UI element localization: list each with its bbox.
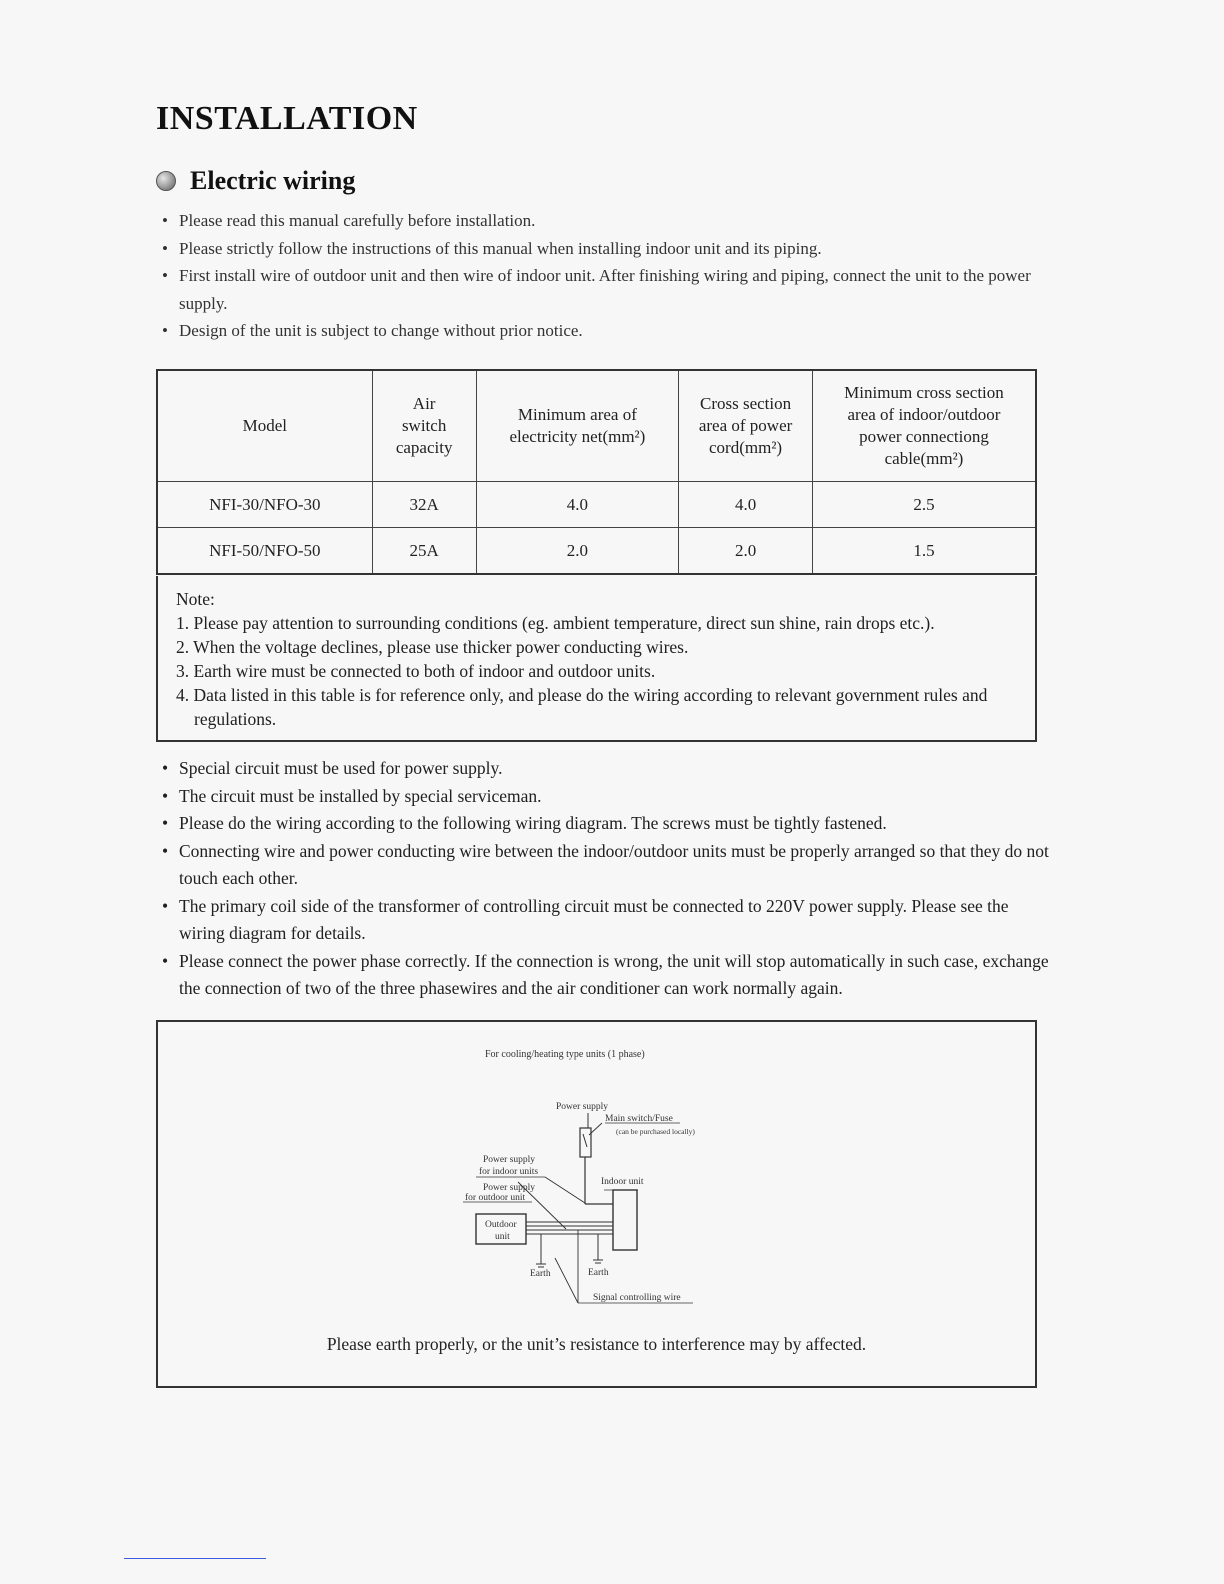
bullet-dot-icon: •: [162, 238, 168, 258]
signal-label: Signal controlling wire: [593, 1293, 681, 1303]
header-min-area: Minimum area of electricity net(mm²): [476, 370, 679, 482]
note-item: 2. When the voltage declines, please use thicker power conducting wires.: [176, 637, 689, 657]
table-header-row: [157, 370, 1036, 482]
list-item: • Design of the unit is subject to change without prior notice.: [160, 317, 1050, 345]
header-air-switch: Air switch capacity: [372, 370, 476, 482]
notes-heading: Note:: [176, 589, 215, 609]
switch-blade-icon: [583, 1134, 587, 1147]
list-item: • The circuit must be installed by special serviceman.: [160, 783, 1050, 811]
bullet-dot-icon: •: [162, 758, 169, 778]
page-title: INSTALLATION: [156, 100, 418, 137]
note-item: 3. Earth wire must be connected to both of indoor and outdoor units.: [176, 661, 656, 681]
table-cell: 2.0: [476, 528, 679, 575]
bullet-dot-icon: •: [162, 211, 168, 230]
table-cell: 2.5: [812, 482, 1036, 528]
bullet-dot-icon: •: [162, 266, 168, 285]
bullet-dot-icon: •: [162, 840, 169, 861]
notes: [176, 587, 1026, 731]
table-cell: 25A: [372, 528, 476, 575]
table-row: [157, 528, 1036, 575]
header-min-cross-section: Minimum cross section area of indoor/outdoor power connectiong cable(mm²): [812, 370, 1036, 482]
earth-right-label: Earth: [588, 1268, 609, 1278]
table-cell: NFI-30/NFO-30: [157, 482, 372, 528]
bullet-dot-icon: •: [162, 321, 168, 340]
wiring-spec-table: [156, 369, 1037, 575]
ps-outdoor-label-2: for outdoor unit: [465, 1193, 526, 1203]
main-switch-label: Main switch/Fuse: [605, 1114, 673, 1124]
note-item: 4. Data listed in this table is for reference only, and please do the wiring according to relevant government rules and regulations.: [176, 685, 988, 729]
table-cell: 4.0: [476, 482, 679, 528]
list-item: • Connecting wire and power conducting wire between the indoor/outdoor units must be properly arranged so that they do not touch each other.: [160, 838, 1050, 893]
ps-indoor-label-2: for indoor units: [479, 1167, 539, 1177]
note-item: 1. Please pay attention to surrounding conditions (eg. ambient temperature, direct sun shine, rain drops etc.).: [176, 613, 935, 633]
table-cell: NFI-50/NFO-50: [157, 528, 372, 575]
ps-outdoor-label-1: Power supply: [483, 1183, 535, 1193]
outdoor-label-1: Outdoor: [485, 1220, 517, 1230]
list-item: • Please do the wiring according to the following wiring diagram. The screws must be tightly fastened.: [160, 810, 1050, 838]
list-item: • Please read this manual carefully before installation.: [160, 207, 1050, 235]
outdoor-label-2: unit: [495, 1232, 510, 1242]
wiring-diagram: [158, 1022, 1035, 1322]
list-item: • The primary coil side of the transformer of controlling circuit must be connected to 220V power supply. Please see the wiring diagram for details.: [160, 893, 1050, 948]
bullet-dot-icon: •: [162, 950, 169, 971]
header-cross-section: Cross section area of power cord(mm²): [679, 370, 813, 482]
bullet-dot-icon: •: [162, 813, 169, 833]
earth-left-label: Earth: [530, 1269, 551, 1279]
wiring-bullet-list: [160, 755, 1050, 1003]
signal-pointer-left: [555, 1258, 578, 1303]
table-cell: 2.0: [679, 528, 813, 575]
indoor-unit-label: Indoor unit: [601, 1177, 644, 1187]
section-header: [156, 166, 355, 196]
ps-indoor-label-1: Power supply: [483, 1155, 535, 1165]
section-title: Electric wiring: [190, 166, 356, 195]
purchased-label: (can be purchased locally): [616, 1127, 695, 1136]
list-item: • Please connect the power phase correctly. If the connection is wrong, the unit will stop automatically in such case, exchange the connection of two of the three phasewires and the air conditioner can work normally again.: [160, 948, 1050, 1003]
footer-link-line: [124, 1558, 266, 1559]
sphere-bullet-icon: [156, 171, 176, 191]
ps-indoor-pointer: [545, 1177, 585, 1203]
intro-bullet-list: [160, 207, 1050, 345]
indoor-unit-icon: [613, 1190, 637, 1250]
table-row: [157, 482, 1036, 528]
table-cell: 4.0: [679, 482, 813, 528]
list-item: • Special circuit must be used for power supply.: [160, 755, 1050, 783]
bullet-dot-icon: •: [162, 895, 169, 916]
table-cell: 32A: [372, 482, 476, 528]
header-model: Model: [157, 370, 372, 482]
list-item: • First install wire of outdoor unit and then wire of indoor unit. After finishing wiring and piping, connect the unit to the power supply.: [160, 262, 1050, 317]
diagram-caption: Please earth properly, or the unit’s resistance to interference may by affected.: [326, 1334, 867, 1354]
table-cell: 1.5: [812, 528, 1036, 575]
diagram-title: For cooling/heating type units (1 phase): [485, 1049, 645, 1060]
wiring-diagram-box: [156, 1020, 1037, 1388]
power-supply-label: Power supply: [556, 1102, 608, 1112]
list-item: • Please strictly follow the instructions of this manual when installing indoor unit and its piping.: [160, 235, 1050, 263]
bullet-dot-icon: •: [162, 785, 169, 806]
